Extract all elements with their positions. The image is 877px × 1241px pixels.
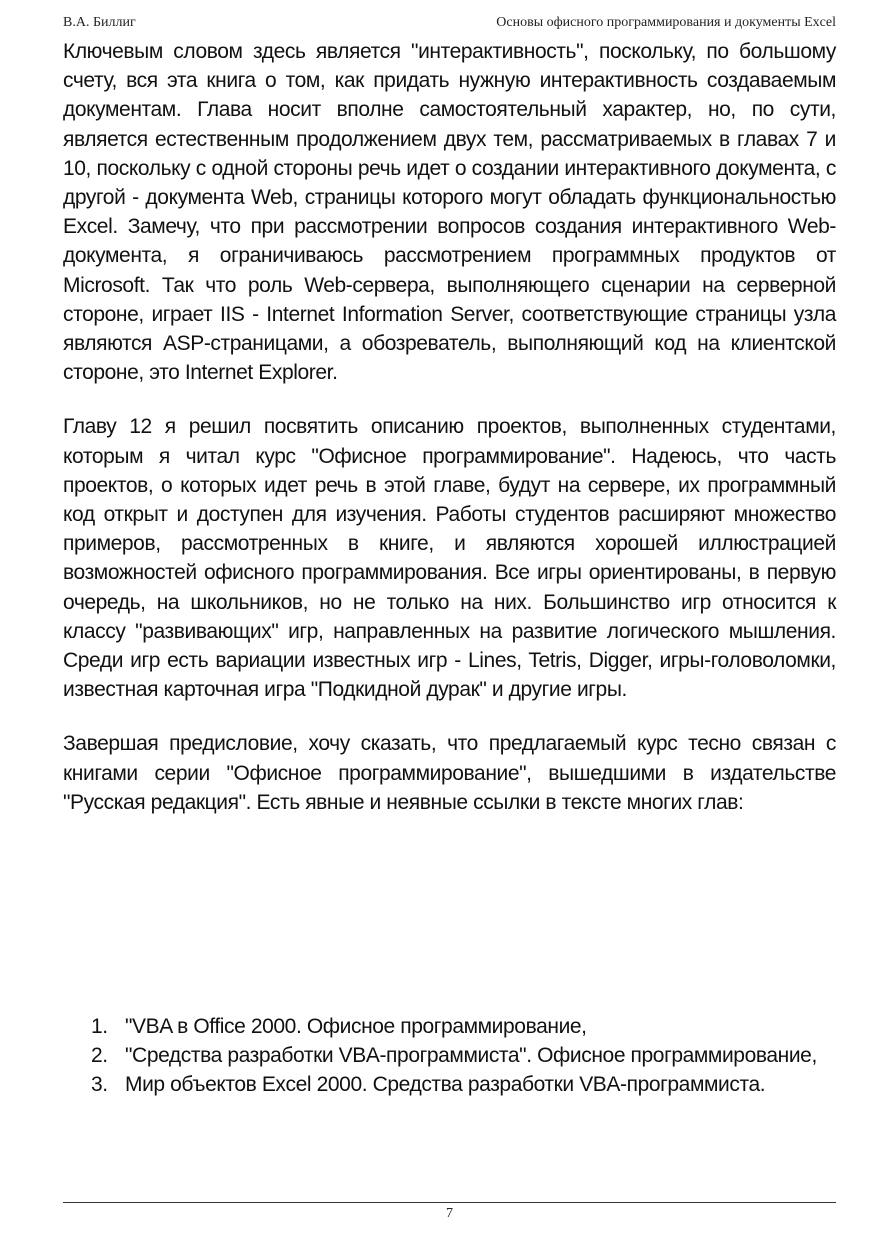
header-book-title: Основы офисного программирования и документы Excel (496, 15, 836, 30)
list-item-number: 2. (91, 1044, 108, 1068)
list-item-number: 3. (91, 1073, 108, 1097)
page-number: 7 (446, 1206, 453, 1221)
list-item (63, 1041, 836, 1070)
list-item (63, 1070, 836, 1099)
paragraph-interactivity: Ключевым словом здесь является "интерактивность", поскольку, по большому счету, вся эта книга о том, как придать нужную интерактивность создаваемым документам. Глава носит вполне самостоятельный характер, но, по сути, является естественным продолжением двух тем, рассматриваемых в главах 7 и 10, поскольку с одной стороны речь идет о создании интерактивного документа, с другой - документа Web, страницы которого могут обладать функциональностью Excel. Замечу, что при рассмотрении вопросов создания интерактивного Web-документа, я ограничиваюсь рассмотрением программных продуктов от Microsoft. Так что роль Web-сервера, выполняющего сценарии на серверной стороне, играет IIS - Internet Information Server, соответствующие страницы узла являются ASP-страницами, а обозреватель, выполняющий код на клиентской стороне, это Internet Explorer. (63, 40, 836, 385)
page-body (63, 37, 836, 1097)
list-item-text: "Средства разработки VBA-программиста". Офисное программирование, (125, 1044, 817, 1068)
running-header (63, 15, 836, 35)
reference-list (63, 1012, 836, 1100)
footer-divider (63, 1202, 836, 1203)
paragraph-conclusion: Завершая предисловие, хочу сказать, что предлагаемый курс тесно связан с книгами серии "Офисное программирование", вышедшими в издательстве "Русская редакция". Есть явные и неявные ссылки в тексте многих глав: (63, 732, 836, 814)
list-item-number: 1. (91, 1015, 108, 1038)
list-item-text: Мир объектов Excel 2000. Средства разработки VBA-программиста. (125, 1073, 766, 1097)
paragraph-student-projects: Главу 12 я решил посвятить описанию проектов, выполненных студентами, которым я читал курс "Офисное программирование". Надеюсь, что часть проектов, о которых идет речь в этой главе, будут на сервере, их программный код открыт и доступен для изучения. Работы студентов расширяют множество примеров, рассмотренных в книге, и являются хорошей иллюстрацией возможностей офисного программирования. Все игры ориентированы, в первую очередь, на школьников, но не только на них. Большинство игр относится к классу "развивающих" игр, направленных на развитие логического мышления. Среди игр есть вариации известных игр - Lines, Tetris, Digger, игры-головоломки, известная карточная игра "Подкидной дурак" и другие игры. (63, 415, 836, 702)
header-author: В.А. Биллиг (63, 15, 136, 30)
list-item (63, 1012, 836, 1041)
list-item-text: "VBA в Office 2000. Офисное программирование, (125, 1015, 587, 1038)
